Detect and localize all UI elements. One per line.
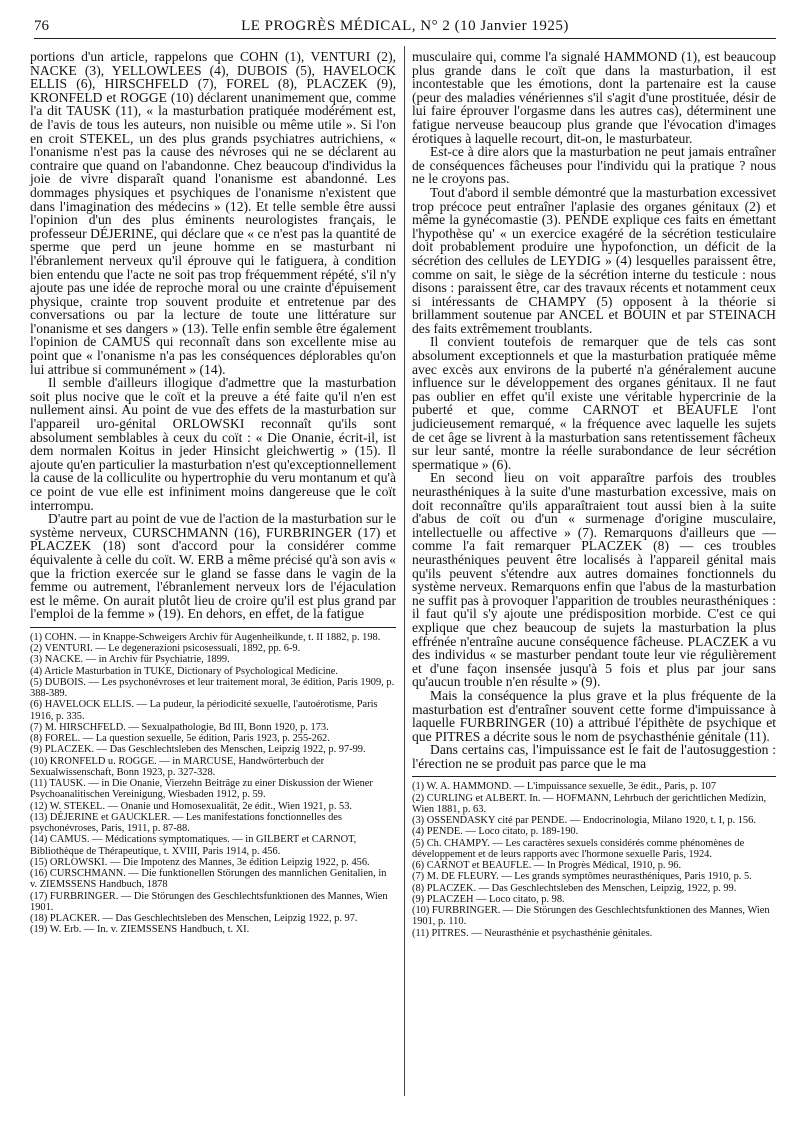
footnote: (17) FURBRINGER. — Die Störungen des Geschlechtsfunktionen des Mannes, Wien 1901. xyxy=(30,890,388,913)
footnote: (7) M. HIRSCHFELD. — Sexualpathologie, Bd III, Bonn 1920, p. 173. xyxy=(30,721,329,733)
right-paragraph-2: Est-ce à dire alors que la masturbation ne peut jamais entraîner de conséquences fâcheuses pour l'individu qui la pratique ? nous ne le croyons pas. xyxy=(412,144,776,187)
footnote: (6) HAVELOCK ELLIS. — La pudeur, la périodicité sexuelle, l'autoérotisme, Paris 1916, p. 335. xyxy=(30,699,378,722)
right-paragraph-6: Mais la conséquence la plus grave et la plus fréquente de la masturbation est d'entraîner souvent cette forme d'impuissance à laquelle FURBRINGER (10) a attribué l'épithète de psychique et que PITRES a décrite sous le nom de psychasthénie génitale (11). xyxy=(412,687,776,744)
footnote: (3) OSSENDASKY cité par PENDE. — Endocrinologia, Milano 1920, t. I, p. 156. xyxy=(412,815,756,827)
footnote: (1) COHN. — in Knappe-Schweigers Archiv für Augenheilkunde, t. II 1882, p. 198. xyxy=(30,631,381,643)
footnote: (15) ORLOWSKI. — Die Impotenz des Mannes, 3e édition Leipzig 1922, p. 456. xyxy=(30,856,370,868)
footnote: (8) PLACZEK. — Das Geschlechtsleben des Menschen, Leipzig, 1922, p. 99. xyxy=(412,882,737,894)
footnote: (3) NACKE. — in Archiv für Psychiatrie, 1899. xyxy=(30,654,230,666)
left-paragraph-2: Il semble d'ailleurs illogique d'admettre que la masturbation soit plus nocive que le coït et la preuve a été faite qu'il n'en est nullement ainsi. Au point de vue des effets de la masturbation sur l'appareil uro-génital ORLOWSKI reconnaît qu'ils sont absolument semblables à ceux du coït : « Die Onanie, écrit-il, ist dem normalen Koitus in jeder Hinsicht gleichwertig » (15). Il ajoute qu'en particulier la masturbation n'est qu'exceptionnellement la cause de la colliculite ou hypertrophie du veru montanum et qu'à ce point de vue elle est infiniment moins dangereuse que le coït interrompu. xyxy=(30,375,396,513)
footnote: (12) W. STEKEL. — Onanie und Homosexualität, 2e édit., Wien 1921, p. 53. xyxy=(30,800,353,812)
right-paragraph-1: musculaire qui, comme l'a signalé HAMMOND (1), est beaucoup plus grande dans le coït que dans la masturbation, il est incontestable que les émotions, dont la partenaire est la cause (peur des maladies vénériennes s'il s'agit d'une prostituée, désir de lui faire éprouver l'orgasme dans les autres cas), déterminent une fatigue nerveuse beaucoup plus grande que l'évocation d'images érotiques à laquelle recourt, dit-on, le masturbateur. xyxy=(412,49,776,146)
footnote: (2) VENTURI. — Le degenerazioni psicosessuali, 1892, pp. 6-9. xyxy=(30,643,301,655)
footnote: (2) CURLING et ALBERT. In. — HOFMANN, Lehrbuch der gerichtlichen Medizin, Wien 1881, p. 63. xyxy=(412,792,767,815)
left-body-text xyxy=(30,50,396,621)
footnote: (11) PITRES. — Neurasthénie et psychasthénie génitales. xyxy=(412,927,653,939)
left-column xyxy=(30,50,396,936)
right-footnotes xyxy=(412,781,776,939)
page-number: 76 xyxy=(34,18,49,34)
right-paragraph-7: Dans certains cas, l'impuissance est le fait de l'autosuggestion : l'érection ne se produit pas parce que le ma xyxy=(412,742,776,771)
right-paragraph-5: En second lieu on voit apparaître parfois des troubles neurasthéniques à la suite d'une masturbation excessive, mais on doit reconnaître qu'ils apparaîtraient tout aussi bien à la suite d'abus de coït ou d'un « surmenage d'origine musculaire, intellectuelle ou affective » (7). Remarquons d'ailleurs que — comme l'a fait remarquer PLACZEK (8) — ces troubles neurasthéniques peuvent être localisés à l'appareil génital mais qu'ils peuvent s'étendre aux autres domaines fonctionnels du système nerveux. Remarquons enfin que l'abus de la masturbation ne suffit pas à provoquer l'apparition de troubles neurasthéniques : il faut qu'il s'y ajoute une prédisposition morbide. C'est ce qui explique que chez beaucoup de sujets la masturbation la plus effrénée n'entraîne aucune conséquence fâcheuse. PLACZEK a vu des individus « se masturber pendant toute leur vie régulièrement et d'une façon insensée jusqu'à 5 fois et plus par jour sans qu'aucun trouble n'en résulte » (9). xyxy=(412,470,776,690)
page-header xyxy=(34,12,776,39)
footnote: (10) KRONFELD u. ROGGE. — in MARCUSE, Handwörterbuch der Sexualwissenschaft, Bonn 1923, p. 327-328. xyxy=(30,755,325,778)
footnote: (9) PLACZEH — Loco citato, p. 98. xyxy=(412,893,565,905)
right-paragraph-3: Tout d'abord il semble démontré que la masturbation excessivet trop précoce peut entraîner l'aplasie des organes génitaux (2) et même la gynécomastie (3). PENDE explique ces faits en émettant l'hypothèse qu' « un exercice exagéré de la sécrétion testiculaire doit probablement produire une hypofonction, un déficit de la sécrétion des cellules de LEYDIG » (4) lesquelles paraissent être, comme on sait, le siège de la sécrétion interne du testicule : nous disons : paraissent être, car des travaux récents et notamment ceux si intéressants de CHAMPY (5) opposent à la théorie si brillamment soutenue par ANCEL et BOUIN et par STEINACH des faits extrêmement troublants. xyxy=(412,184,776,336)
footnote: (18) PLACKER. — Das Geschlechtsleben des Menschen, Leipzig 1922, p. 97. xyxy=(30,913,358,925)
right-body-text xyxy=(412,50,776,770)
footnote: (19) W. Erb. — In. v. ZIEMSSENS Handbuch, t. XI. xyxy=(30,924,250,936)
footnote: (9) PLACZEK. — Das Geschlechtsleben des Menschen, Leipzig 1922, p. 97-99. xyxy=(30,744,366,756)
footnote: (5) Ch. CHAMPY. — Les caractères sexuels considérés comme phénomènes de développement et de leurs rapports avec l'hormone sexuelle Paris, 1924. xyxy=(412,837,745,860)
footnote: (8) FOREL. — La question sexuelle, 5e édition, Paris 1923, p. 255-262. xyxy=(30,733,330,745)
footnote: (1) W. A. HAMMOND. — L'impuissance sexuelle, 3e édit., Paris, p. 107 xyxy=(412,781,717,793)
footnote: (10) FURBRINGER. — Die Störungen des Geschlechtsfunktionen des Mannes, Wien 1901, p. 110. xyxy=(412,905,770,928)
footnote: (13) DÉJERINE et GAUCKLER. — Les manifestations fonctionnelles des psychonévroses, Paris, 1911, p. 87-88. xyxy=(30,811,342,835)
left-paragraph-1: portions d'un article, rappelons que COHN (1), VENTURI (2), NACKE (3), YELLOWLEES (4), DUBOIS (5), HAVELOCK ELLIS (6), HIRSCHFELD (7), FOREL (8), PLACZEK (9), KRONFELD et ROGGE (10) déclarent unanimement que, comme l'a dit TAUSK (11), « la masturbation pratiquée modérément est, de l'avis de tous les auteurs, non nuisible ou même utile ». Si l'on en croit STEKEL, un des plus grands psychiatres autrichiens, « l'onanisme n'est pas la cause des névroses qui ne se déclarent au contraire que quand on l'abandonne. Chez beaucoup d'individus la joie de vivre disparaît quand l'onanisme est abandonné. Les dommages physiques et psychiques de l'onanisme n'existent que dans l'imagination des médecins » (12). Et telle semble être aussi l'opinion d'un des plus éminents neurologistes français, le professeur DÉJERINE, qui déclare que « ce n'est pas la quantité de sperme que perd un jeune homme en se masturbant ni l'ébranlement nerveux qu'il éprouve qui le fatiguera, à condition bien entendu que l'acte ne soit pas trop fréquemment répété, s'il n'y ajoute pas une idée de reproche moral ou une crainte d'épuisement physique, crainte trop souvent produite et entretenue par des conversations ou par la lecture de toute une littérature sur l'onanisme et ses dangers » (13). Telle enfin semble être également l'opinion de CAMUS qui reconnaît dans son excellente mise au point que « l'onanisme n'a pas les conséquences déplorables qu'on lui attribue si communément » (14). xyxy=(30,49,396,377)
right-footnote-rule xyxy=(412,776,776,777)
footnote: (7) M. DE FLEURY. — Les grands symptômes neurasthéniques, Paris 1910, p. 5. xyxy=(412,871,752,883)
footnote: (5) DUBOIS. — Les psychonévroses et leur traitement moral, 3e édition, Paris 1909, p. 388-389. xyxy=(30,676,395,700)
left-footnote-rule xyxy=(30,627,396,628)
journal-title: LE PROGRÈS MÉDICAL, N° 2 (10 Janvier 1925) xyxy=(241,18,569,34)
footnote: (16) CURSCHMANN. — Die funktionellen Störungen des mannlichen Genitalien, in v. ZIEMSSENS Handbuch, 1878 xyxy=(30,868,387,891)
footnote: (14) CAMUS. — Médications symptomatiques. — in GILBERT et CARNOT, Bibliothèque de Thérapeutique, t. XVIII, Paris 1914, p. 456. xyxy=(30,834,357,857)
footnote: (4) Article Masturbation in TUKE, Dictionary of Psychological Medicine. xyxy=(30,665,338,677)
footnote: (4) PENDE. — Loco citato, p. 189-190. xyxy=(412,826,579,838)
left-footnotes xyxy=(30,632,396,936)
left-paragraph-3: D'autre part au point de vue de l'action de la masturbation sur le système nerveux, CURSCHMANN (16), FURBRINGER (17) et PLACZEK (18) sont d'accord pour la considérer comme équivalente à celle du coït. W. ERB a même précisé qu'à son avis « que la friction exercée sur le gland se fasse dans le vagin de la femme ou autrement, l'ébranlement nerveux lors de l'éjaculation est le même. On aurait plutôt lieu de croire qu'il est plus grand par l'emploi de la femme » (19). En dehors, en effet, de la fatigue xyxy=(30,511,396,622)
right-column xyxy=(412,50,776,939)
right-paragraph-4: Il convient toutefois de remarquer que de tels cas sont absolument exceptionnels et que la masturbation pratiquée même avec excès aux environs de la puberté n'a généralement aucune influence sur le développement des organes génitaux. Il ne faut pas oublier en effet qu'il existe une véritable hypercrinie de la puberté et que, comme CARNOT et BEAUFLE l'ont judicieusement remarqué, « la fréquence avec laquelle les sujets de cet âge se livrent à la masturbation sans retentissement fâcheux sur leur santé, montre la réelle surabondance de leur sécrétion spermatique » (6). xyxy=(412,334,776,472)
column-divider xyxy=(404,46,405,1096)
footnote: (6) CARNOT et BEAUFLE. — In Progrès Médical, 1910, p. 96. xyxy=(412,860,682,872)
footnote: (11) TAUSK. — in Die Onanie, Vierzehn Beiträge zu einer Diskussion der Wiener Psychoanalitischen Vereinigung, Wiesbaden 1912, p. 59. xyxy=(30,778,373,801)
